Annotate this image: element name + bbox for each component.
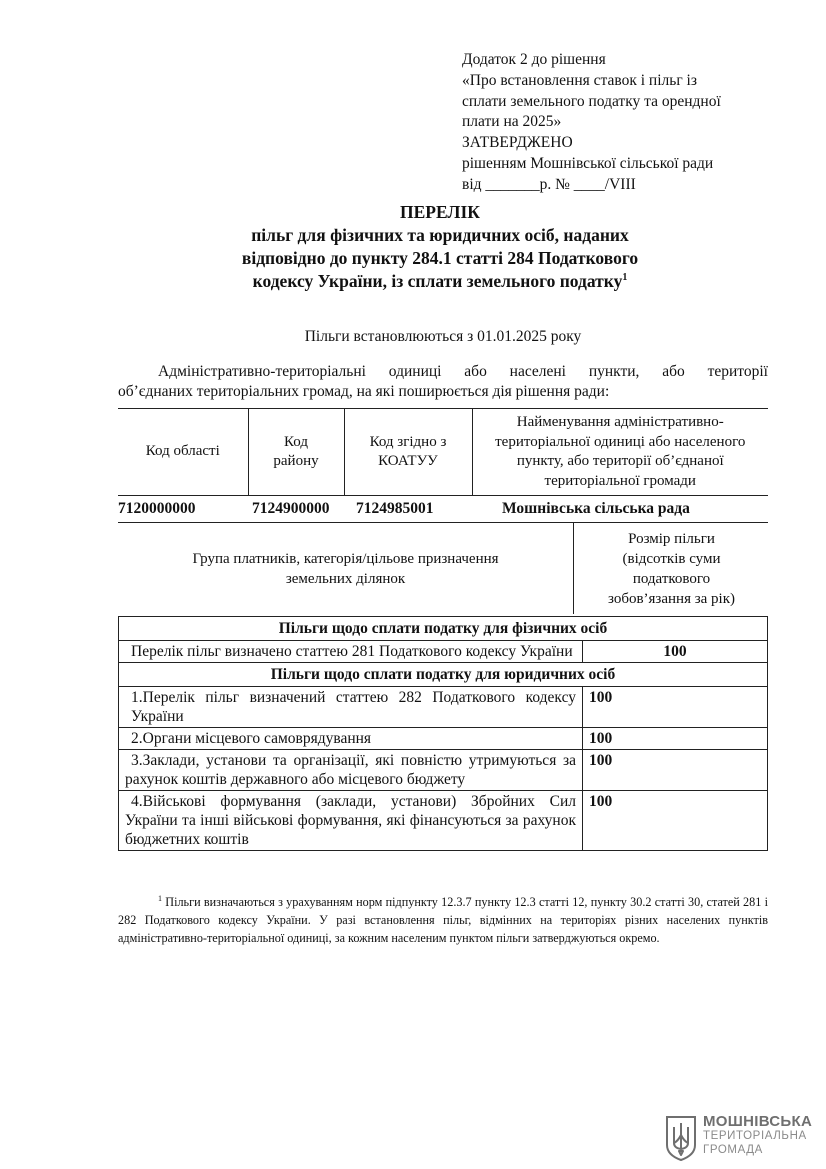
benefit-description-text: 3.Заклади, установи та організації, які повністю утримуються за рахунок коштів державного або місцевого бюджету bbox=[125, 752, 576, 788]
appendix-line: Додаток 2 до рішення bbox=[462, 51, 606, 68]
intro-paragraph bbox=[118, 362, 768, 402]
category-header-text: Група платників, категорія/цільове призначення земельних ділянок bbox=[192, 550, 499, 587]
benefit-value: 100 bbox=[583, 687, 768, 728]
footnote-body: Пільги визначаються з урахуванням норм підпункту 12.3.7 пункту 12.3 статті 12, пункту 30.2 статті 30, статей 281 і 282 Податкового кодексу України. У разі встановлення пільг, відмінних на територіях різних населених пунктів адміністративно-територіальної одиниці, за кожним населеним пунктом пільги затверджуються окремо. bbox=[118, 895, 768, 945]
intro-line: Адміністративно-територіальні одиниці або населені пункти, або території bbox=[158, 363, 768, 380]
section-row bbox=[119, 663, 768, 687]
benefit-value: 100 bbox=[583, 791, 768, 851]
koatuu-code: 7124985001 bbox=[356, 500, 434, 517]
title-line: відповідно до пункту 284.1 статті 284 Податкового bbox=[241, 248, 639, 268]
benefit-description bbox=[119, 641, 583, 663]
intro-line: об’єднаних територіальних громад, на які поширюється дія рішення ради: bbox=[118, 383, 610, 400]
benefit-description bbox=[119, 728, 583, 750]
appendix-line: плати на 2025» bbox=[462, 113, 562, 131]
units-header-row bbox=[118, 409, 768, 496]
benefit-description-text: 4.Військові формування (заклади, установи) Збройних Сил України та інші військові формування, які фінансуються за рахунок бюджетних коштів bbox=[125, 793, 576, 848]
benefit-description-text: 1.Перелік пільг визначений статтею 282 Податкового кодексу України bbox=[131, 689, 576, 725]
benefit-description bbox=[119, 687, 583, 728]
logo-subtitle: ТЕРИТОРІАЛЬНА bbox=[703, 1130, 807, 1142]
header-region-code: Код області bbox=[118, 409, 248, 496]
table-row bbox=[119, 791, 768, 851]
header-district-code: Код району bbox=[248, 409, 344, 496]
units-table bbox=[118, 408, 768, 520]
benefit-description bbox=[119, 750, 583, 791]
appendix-line: рішенням Мошнівської сільської ради bbox=[462, 154, 714, 172]
district-code: 7124900000 bbox=[252, 500, 330, 517]
decision-number: від _______р. № ____/VIII bbox=[462, 175, 636, 193]
benefit-value: 100 bbox=[583, 750, 768, 791]
title-line: пільг для фізичних та юридичних осіб, наданих bbox=[251, 225, 629, 245]
individuals-section-title: Пільги щодо сплати податку для фізичних осіб bbox=[119, 617, 768, 641]
benefit-description-text: Перелік пільг визначено статтею 281 Податкового кодексу України bbox=[131, 643, 573, 660]
header-unit-name: Найменування адміністративно-територіальної одиниці або населеного пункту, або території об’єднаної територіальної громади bbox=[472, 409, 768, 496]
footnote-ref[interactable]: 1 bbox=[622, 272, 628, 284]
region-code: 7120000000 bbox=[118, 500, 196, 517]
benefit-value: 100 bbox=[583, 728, 768, 750]
table-row bbox=[119, 750, 768, 791]
section-row bbox=[119, 617, 768, 641]
document-title bbox=[160, 201, 720, 293]
logo-subtitle: ГРОМАДА bbox=[703, 1144, 763, 1156]
title-line-text: кодексу України, із сплати земельного податку bbox=[252, 271, 623, 291]
footnote bbox=[118, 893, 768, 947]
table-row bbox=[119, 687, 768, 728]
benefit-description bbox=[119, 791, 583, 851]
logo-title: МОШНІВСЬКА bbox=[703, 1113, 813, 1130]
table-row bbox=[119, 641, 768, 663]
footnote-marker: 1 bbox=[158, 893, 162, 903]
appendix-header bbox=[462, 50, 762, 196]
units-data-row bbox=[118, 496, 768, 521]
category-header bbox=[118, 523, 573, 614]
appendix-line: «Про встановлення ставок і пільг із bbox=[462, 71, 697, 89]
approved-label: ЗАТВЕРДЖЕНО bbox=[462, 134, 573, 152]
appendix-line: сплати земельного податку та орендної bbox=[462, 92, 721, 110]
title-line: ПЕРЕЛІК bbox=[400, 202, 480, 222]
footnote-text bbox=[118, 893, 768, 947]
benefits-table bbox=[118, 616, 768, 851]
header-koatuu-code: Код згідно з КОАТУУ bbox=[344, 409, 472, 496]
benefit-size-header bbox=[573, 523, 769, 614]
benefits-header bbox=[118, 522, 768, 614]
table-row bbox=[119, 728, 768, 750]
benefit-description-text: 2.Органи місцевого самоврядування bbox=[131, 730, 372, 747]
trident-icon bbox=[665, 1115, 697, 1161]
title-line bbox=[160, 270, 720, 293]
benefit-size-header-text: Розмір пільги (відсотків суми податкового зобов’язання за рік) bbox=[607, 530, 736, 607]
community-logo bbox=[665, 1113, 815, 1163]
benefit-value: 100 bbox=[583, 641, 768, 663]
legal-section-title: Пільги щодо сплати податку для юридичних осіб bbox=[119, 663, 768, 687]
unit-name: Мошнівська сільська рада bbox=[502, 500, 690, 517]
effective-date: Пільги встановлюються з 01.01.2025 року bbox=[304, 328, 582, 345]
